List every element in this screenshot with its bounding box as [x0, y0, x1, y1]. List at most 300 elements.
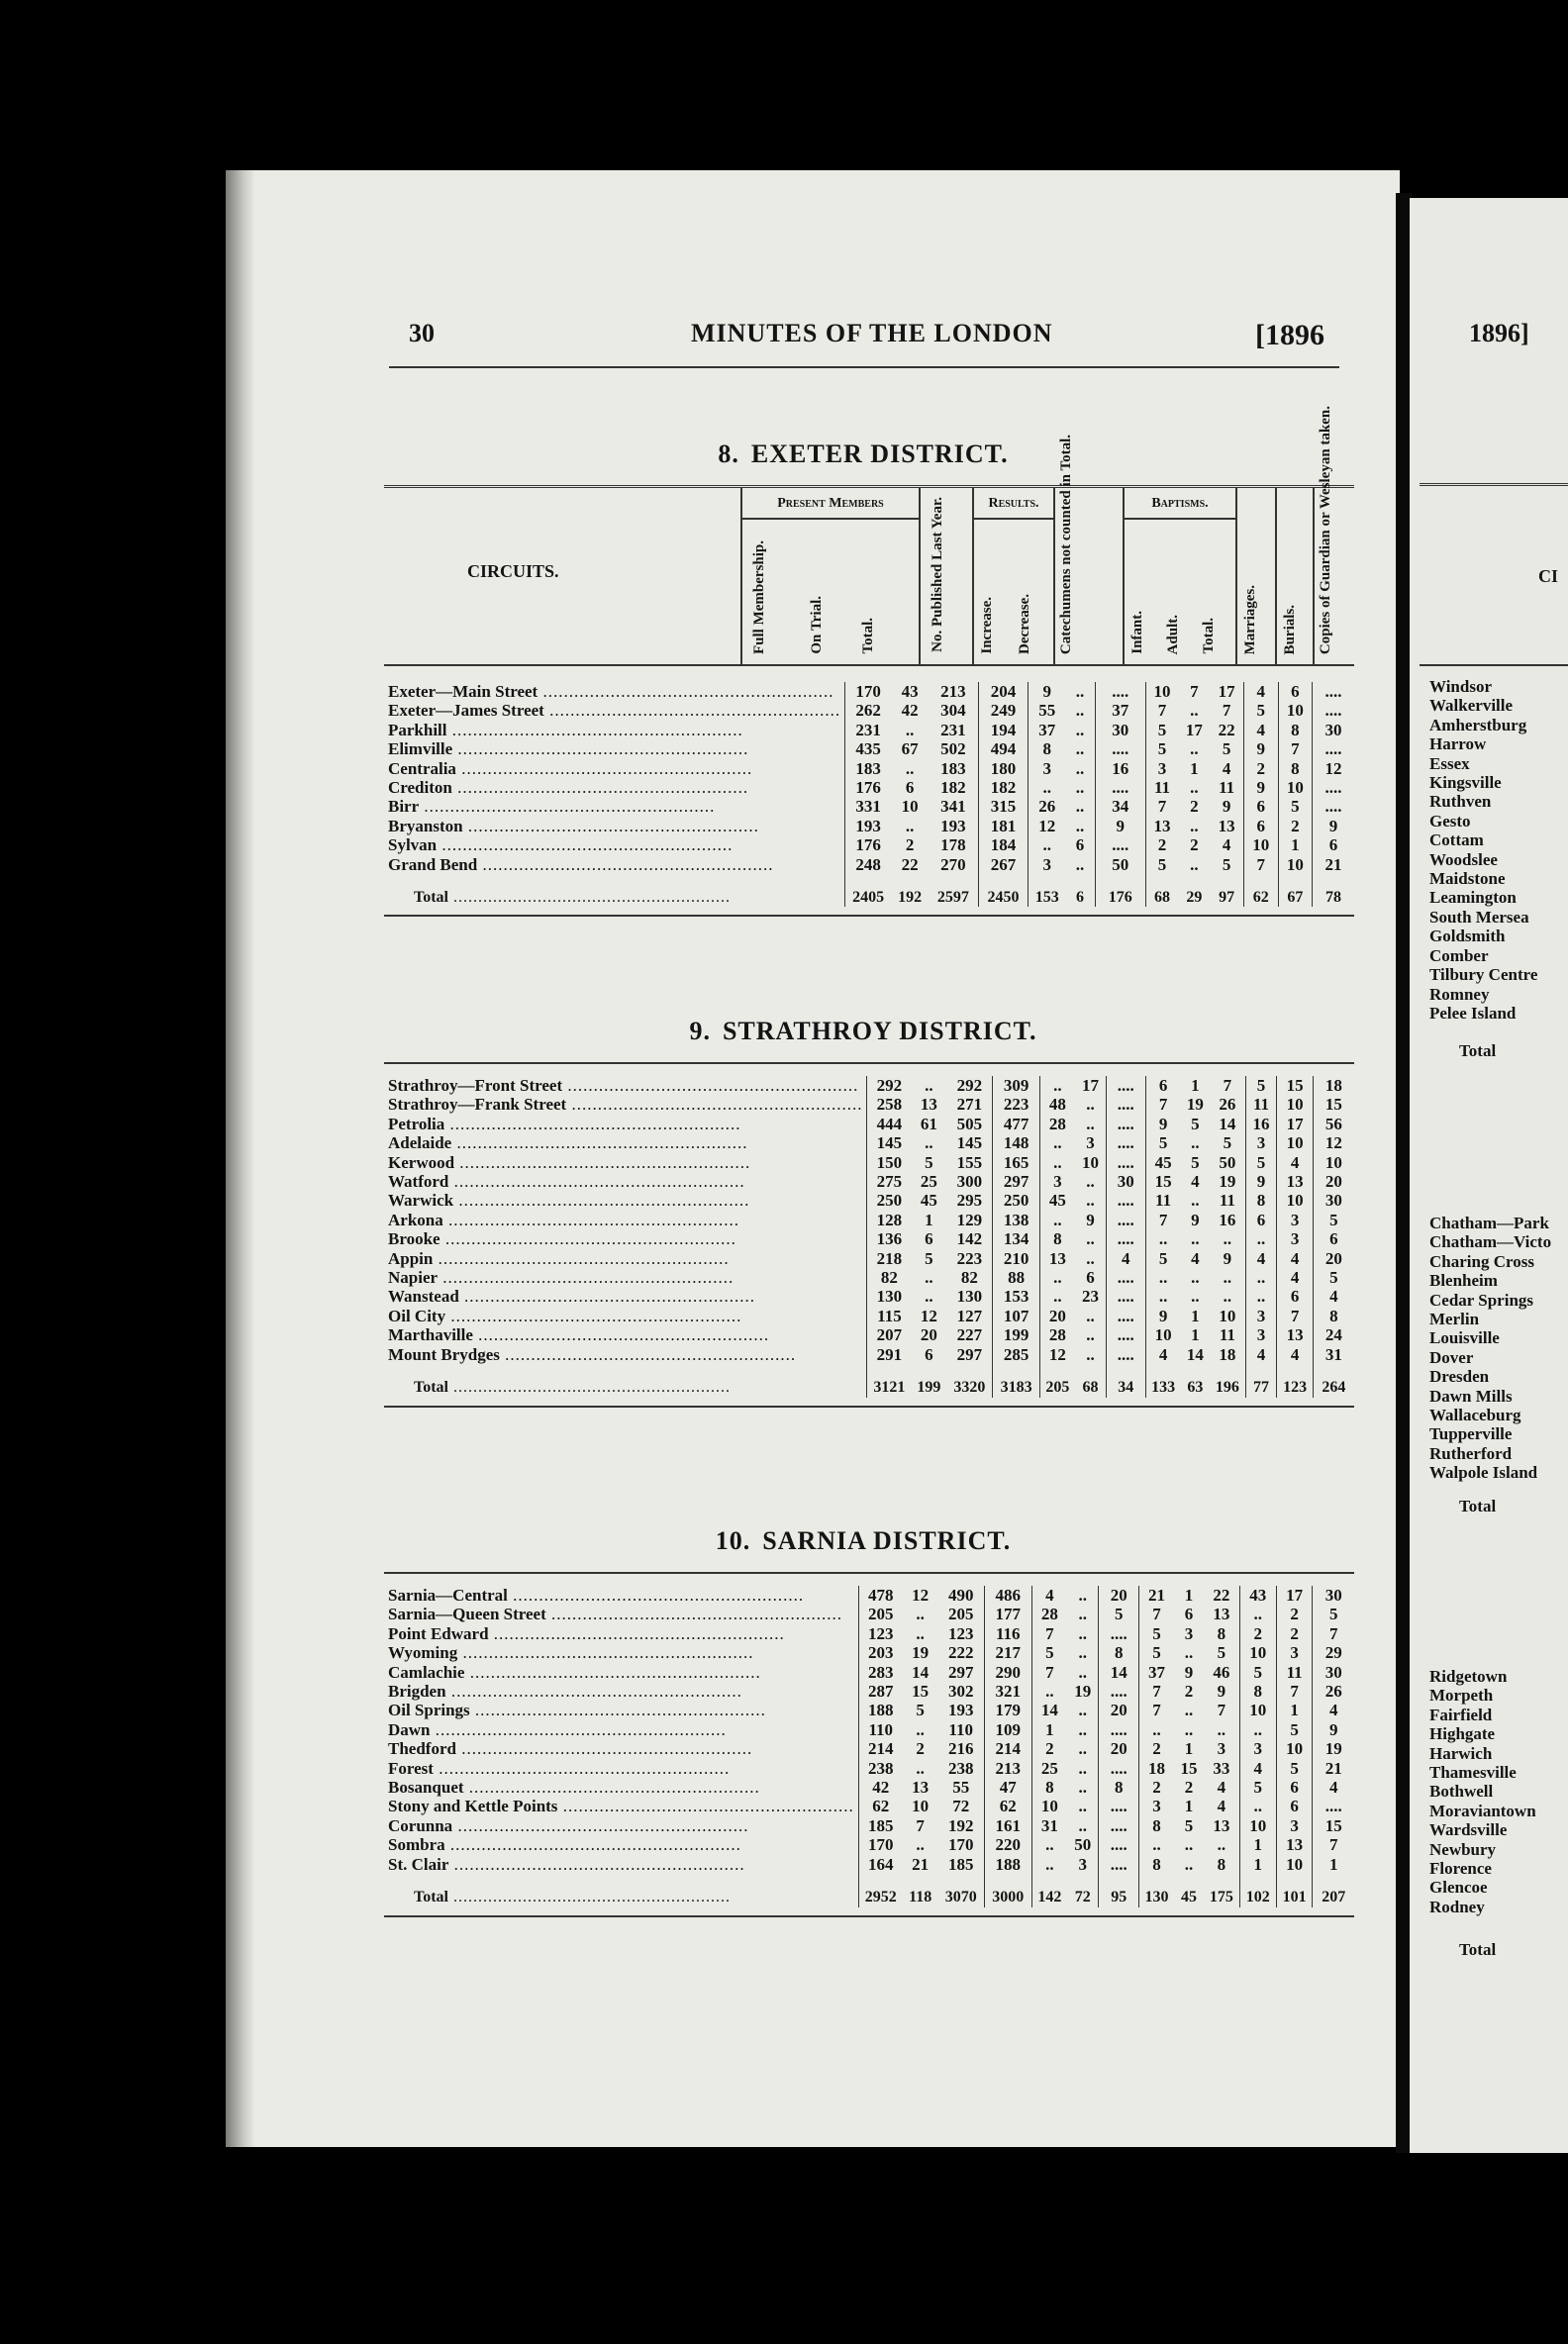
cell-value: 62	[984, 1797, 1031, 1815]
right-circuit-name: Gesto	[1429, 811, 1471, 830]
cell-value: 134	[993, 1229, 1039, 1248]
cell-value: 207	[1313, 1874, 1354, 1906]
cell-value: 107	[993, 1307, 1039, 1325]
cell-value: 5	[1239, 1663, 1276, 1682]
cell-value: ..	[1086, 1248, 1095, 1268]
cell-value: 148	[993, 1133, 1039, 1152]
leader-dots: ........................................................	[488, 1623, 785, 1643]
cell-value: 10	[1219, 1306, 1236, 1325]
cell-value: ..	[1086, 1172, 1095, 1192]
cell-value: 283	[858, 1663, 903, 1682]
cell-value: ..	[1190, 778, 1199, 798]
cell-value: 170	[858, 1835, 903, 1854]
cell-value: 22	[901, 854, 919, 874]
cell-value: 13	[1213, 1605, 1230, 1624]
cell-value: 7	[1139, 1701, 1174, 1719]
cell-value: 4	[1217, 1797, 1226, 1816]
cell-value: ..	[1039, 1211, 1075, 1229]
leader-dots: ........................................................	[464, 1662, 761, 1682]
cell-value: 5	[1184, 1815, 1194, 1835]
cell-value: 5	[1313, 1605, 1354, 1623]
leader-dots: ........................................................	[452, 1815, 749, 1835]
cell-value: 193	[940, 816, 966, 835]
cell-value: 15	[1145, 1172, 1180, 1191]
cell-value: 68	[1082, 1379, 1099, 1397]
cell-value: 297	[947, 1662, 974, 1682]
leader-dots: ........................................................	[453, 1191, 750, 1211]
cell-value: 4	[1191, 1248, 1200, 1268]
right-circuit-name: Essex	[1429, 753, 1470, 773]
cell-value: 231	[845, 721, 892, 739]
cell-value: 50	[1074, 1835, 1092, 1855]
right-circuit-name: Walpole Island	[1429, 1463, 1538, 1483]
cell-value: ..	[1239, 1797, 1276, 1815]
right-circuit-name: Tilbury Centre	[1429, 965, 1538, 985]
table-row	[384, 1172, 1354, 1191]
published-heading: No. Published Last Year.	[930, 497, 945, 652]
cell-value: 8	[1139, 1816, 1174, 1835]
cell-value: 4	[1145, 1345, 1180, 1364]
table-row	[384, 1855, 1354, 1874]
cell-value: ....	[1106, 1211, 1145, 1229]
cell-value: 13	[1277, 1172, 1313, 1191]
right-circuit-name: Tupperville	[1429, 1424, 1513, 1444]
cell-value: 10	[1145, 682, 1178, 701]
cell-value: 7	[1139, 1682, 1174, 1701]
table-row	[384, 1229, 1354, 1248]
cell-value: ..	[1190, 739, 1199, 759]
right-group-1	[1410, 677, 1537, 1023]
cell-value: 153	[1029, 874, 1066, 907]
circuit-name: Total ........................................................	[414, 889, 731, 907]
cell-value: 10	[1313, 1153, 1354, 1172]
cell-value: 43	[1239, 1586, 1276, 1605]
right-circuit-name: Dresden	[1429, 1367, 1490, 1387]
cell-value: 17	[1277, 1115, 1313, 1133]
cell-value: 11	[1219, 1191, 1235, 1211]
cell-value: 67	[901, 739, 919, 759]
cell-value: 4	[1191, 1172, 1200, 1192]
cell-value: 55	[1029, 701, 1066, 720]
cell-value: 1	[1190, 758, 1199, 778]
cell-value: 9	[1191, 1210, 1200, 1229]
cell-value: ..	[1078, 1778, 1087, 1798]
cell-value: ....	[1099, 1816, 1139, 1835]
cell-value: 55	[952, 1778, 970, 1798]
cell-value: 179	[984, 1701, 1031, 1719]
cell-value: ..	[1078, 1758, 1087, 1778]
cell-value: ..	[1191, 1287, 1200, 1307]
cell-value: 165	[993, 1153, 1039, 1172]
right-page-circuits-heading: CI	[1538, 566, 1559, 586]
cell-value: 477	[993, 1115, 1039, 1133]
cell-value: 20	[1313, 1172, 1354, 1191]
table-row	[384, 759, 1354, 778]
cell-value: 302	[947, 1682, 974, 1702]
cell-value: 8	[1278, 721, 1312, 739]
cell-value: 11	[1276, 1663, 1313, 1682]
cell-value: 262	[845, 701, 892, 720]
circuit-name: Forest ........................................................	[388, 1758, 731, 1778]
cell-value: 287	[858, 1682, 903, 1701]
cell-value: 14	[1186, 1344, 1204, 1364]
cell-value: ..	[1078, 1662, 1087, 1682]
cell-value: 297	[993, 1172, 1039, 1191]
table-row	[384, 1287, 1354, 1306]
leader-dots: ........................................................	[430, 1719, 727, 1739]
cell-value: 9	[1313, 1720, 1354, 1739]
cell-value: 16	[1245, 1115, 1277, 1133]
cell-value: 56	[1313, 1115, 1354, 1133]
leader-dots: ........................................................	[452, 739, 749, 759]
cell-value: 5	[1243, 701, 1278, 720]
district-number: 8.	[718, 440, 739, 468]
cell-value: 67	[1278, 874, 1312, 907]
cell-value: ..	[1245, 1287, 1277, 1306]
circuit-name: Bryanston ........................................................	[388, 816, 759, 835]
cell-value: 7	[1313, 1624, 1354, 1643]
cell-value: ....	[1099, 1624, 1139, 1643]
circuit-name: Strathroy—Frank Street ........................................................	[388, 1095, 863, 1115]
table-row	[384, 1663, 1354, 1682]
cell-value: 2	[1278, 817, 1312, 835]
cell-value: 7	[1145, 1095, 1180, 1114]
cell-value: 10	[912, 1797, 930, 1816]
right-circuit-name: Windsor	[1429, 677, 1492, 696]
cell-value: 17	[1185, 720, 1203, 739]
district-title	[384, 1526, 1354, 1556]
right-circuit-name: Ridgetown	[1429, 1667, 1508, 1686]
cell-value: 3	[1245, 1307, 1277, 1325]
circuit-name: Camlachie ........................................................	[388, 1662, 761, 1682]
leader-dots: ........................................................	[454, 1152, 751, 1172]
cell-value: 184	[978, 835, 1029, 854]
right-group-2	[1410, 1214, 1551, 1483]
cell-value: ..	[1223, 1287, 1232, 1307]
cell-value: 6	[1243, 797, 1278, 816]
right-circuit-name: Wardsville	[1429, 1820, 1508, 1840]
leader-dots: ........................................................	[437, 835, 734, 855]
cell-value: 5	[1222, 739, 1231, 759]
cell-value: 7	[1217, 1701, 1226, 1720]
leader-dots: ........................................................	[433, 1758, 731, 1778]
cell-value: 14	[1219, 1114, 1236, 1133]
cell-value: 176	[845, 835, 892, 854]
cell-value: ..	[1075, 797, 1085, 817]
cell-value: 153	[993, 1287, 1039, 1306]
cell-value: ....	[1106, 1115, 1145, 1133]
cell-value: 341	[940, 797, 966, 817]
leader-dots: ........................................................	[499, 1344, 797, 1364]
cell-value: 8	[1039, 1229, 1075, 1248]
cell-value: 145	[867, 1133, 911, 1152]
cell-value: 1	[1313, 1855, 1354, 1874]
leader-dots: ........................................................	[543, 701, 841, 721]
cell-value: 292	[956, 1076, 983, 1095]
cell-value: 20	[920, 1325, 937, 1345]
cell-value: ..	[1145, 1268, 1180, 1287]
circuit-name: Adelaide ........................................................	[388, 1133, 748, 1153]
cell-value: ..	[1078, 1623, 1087, 1643]
right-circuit-name: Amherstburg	[1429, 715, 1527, 734]
circuit-name: Corunna ........................................................	[388, 1815, 749, 1835]
cell-value: ..	[925, 1287, 933, 1307]
cell-value: 3	[1029, 759, 1066, 778]
leader-dots: ........................................................	[477, 854, 774, 874]
cell-value: ..	[1039, 1133, 1075, 1152]
cell-value: ....	[1106, 1095, 1145, 1114]
cell-value: 6	[925, 1229, 933, 1249]
cell-value: ..	[1075, 778, 1085, 798]
cell-value: 194	[978, 721, 1029, 739]
circuit-name: Arkona ........................................................	[388, 1210, 739, 1229]
leader-dots: ........................................................	[451, 778, 749, 798]
total-row	[384, 1874, 1354, 1906]
right-total-3: Total	[1459, 1940, 1497, 1959]
table-rule	[384, 1572, 1354, 1574]
cell-value: 4	[1277, 1268, 1313, 1287]
right-circuit-name: Harrow	[1429, 734, 1487, 754]
cell-value: 101	[1276, 1874, 1313, 1906]
table-row	[384, 1325, 1354, 1344]
cell-value: 227	[956, 1325, 983, 1345]
cell-value: 161	[984, 1816, 1031, 1835]
cell-value: 7	[1223, 1076, 1232, 1095]
cell-value: 14	[1099, 1663, 1139, 1682]
cell-value: 123	[947, 1623, 974, 1643]
cell-value: 2	[916, 1739, 925, 1759]
cell-value: 264	[1313, 1364, 1354, 1397]
cell-value: 45	[920, 1191, 937, 1211]
cell-value: 5	[1145, 855, 1178, 874]
cell-value: 88	[993, 1268, 1039, 1287]
cell-value: 2	[905, 835, 915, 855]
leader-dots: ........................................................	[444, 1835, 741, 1855]
cell-value: 185	[858, 1816, 903, 1835]
cell-value: 97	[1219, 889, 1235, 907]
cell-value: 2405	[845, 874, 892, 907]
cell-value: 2	[1031, 1739, 1067, 1758]
right-circuit-name: Blenheim	[1429, 1271, 1498, 1291]
cell-value: 8	[1239, 1682, 1276, 1701]
right-circuit-name: Merlin	[1429, 1310, 1480, 1329]
cell-value: 14	[912, 1662, 930, 1682]
cell-value: ..	[1086, 1325, 1095, 1345]
cell-value: ..	[925, 1268, 933, 1288]
cell-value: 33	[1213, 1758, 1230, 1778]
leader-dots: ........................................................	[451, 1133, 748, 1153]
cell-value: 7	[1277, 1307, 1313, 1325]
cell-value: 13	[1277, 1325, 1313, 1344]
circuit-name: Elimville ........................................................	[388, 739, 749, 759]
cell-value: ..	[1039, 1287, 1075, 1306]
cell-value: 19	[1313, 1739, 1354, 1758]
table-row	[384, 1720, 1354, 1739]
cell-value: 214	[984, 1739, 1031, 1758]
cell-value: 28	[1039, 1115, 1075, 1133]
cell-value: ..	[1145, 1229, 1180, 1248]
cell-value: ..	[1223, 1268, 1232, 1288]
cell-value: 123	[1277, 1364, 1313, 1397]
cell-value: 19	[1186, 1095, 1204, 1115]
cell-value: 7	[1278, 739, 1312, 758]
cell-value: ....	[1106, 1268, 1145, 1287]
right-circuit-name: Romney	[1429, 984, 1490, 1004]
cell-value: 290	[984, 1663, 1031, 1682]
strathroy-table	[384, 1076, 1354, 1398]
cell-value: 4	[1222, 835, 1231, 855]
cell-value: ....	[1106, 1153, 1145, 1172]
cell-value: 3000	[984, 1874, 1031, 1906]
leader-dots: ........................................................	[447, 1889, 731, 1906]
cell-value: 13	[1145, 817, 1178, 835]
cell-value: 2	[1190, 797, 1199, 817]
circuit-name: Sombra ........................................................	[388, 1835, 741, 1855]
cell-value: 12	[912, 1586, 930, 1605]
cell-value: 222	[947, 1643, 974, 1663]
right-circuit-name: Dover	[1429, 1347, 1474, 1367]
cell-value: 5	[925, 1248, 933, 1268]
cell-value: 17	[1218, 682, 1235, 701]
cell-value: 238	[947, 1758, 974, 1778]
infant-heading: Infant.	[1129, 611, 1145, 654]
full-membership-heading: Full Membership.	[751, 540, 767, 654]
cell-value: 21	[912, 1854, 930, 1874]
cell-value: ..	[916, 1835, 925, 1855]
circuit-name: Wyoming ........................................................	[388, 1643, 754, 1663]
table-rule	[384, 915, 1354, 917]
cell-value: 4	[1277, 1249, 1313, 1268]
cell-value: 220	[984, 1835, 1031, 1854]
cell-value: 61	[920, 1114, 937, 1133]
cell-value: 130	[956, 1287, 983, 1307]
right-circuit-name: Newbury	[1429, 1839, 1497, 1859]
cell-value: ..	[1139, 1835, 1174, 1854]
cell-value: 199	[917, 1379, 941, 1397]
cell-value: 11	[1145, 778, 1178, 797]
circuit-name: Strathroy—Front Street ........................................................	[388, 1076, 859, 1095]
cell-value: 204	[978, 682, 1029, 701]
page-title: MINUTES OF THE LONDON	[691, 319, 1053, 347]
cell-value: ..	[1184, 1835, 1194, 1855]
cell-value: 304	[940, 701, 966, 721]
right-circuit-name: Morpeth	[1429, 1686, 1494, 1706]
cell-value: 20	[1099, 1586, 1139, 1605]
present-members-heading: Present Members	[777, 496, 884, 511]
cell-value: ....	[1099, 1682, 1139, 1701]
cell-value: 9	[1223, 1248, 1232, 1268]
cell-value: 1	[1031, 1720, 1067, 1739]
cell-value: 12	[1029, 817, 1066, 835]
increase-heading: Increase.	[979, 597, 995, 654]
cell-value: 490	[947, 1586, 974, 1605]
cell-value: 15	[1313, 1095, 1354, 1114]
right-total-1: Total	[1459, 1041, 1497, 1060]
cell-value: 9	[1243, 739, 1278, 758]
cell-value: ..	[1029, 835, 1066, 854]
cell-value: 13	[1276, 1835, 1313, 1854]
cell-value: 2	[1139, 1739, 1174, 1758]
cell-value: 10	[1081, 1152, 1099, 1172]
cell-value: 4	[1277, 1345, 1313, 1364]
cell-value: 205	[1039, 1364, 1075, 1397]
leader-dots: ........................................................	[458, 1287, 756, 1307]
cell-value: 1	[1191, 1306, 1200, 1325]
cell-value: 285	[993, 1345, 1039, 1364]
cell-value: ....	[1099, 1759, 1139, 1778]
cell-value: ..	[1078, 1797, 1087, 1816]
cell-value: 2	[1184, 1682, 1194, 1702]
table-row	[384, 1759, 1354, 1778]
cell-value: ..	[925, 1133, 933, 1153]
cell-value: 15	[912, 1682, 930, 1702]
cell-value: 9	[1222, 797, 1231, 817]
cell-value: 142	[1031, 1874, 1067, 1906]
exeter-district	[384, 405, 1354, 917]
cell-value: 20	[1039, 1307, 1075, 1325]
cell-value: 26	[1313, 1682, 1354, 1701]
cell-value: ..	[1217, 1835, 1226, 1855]
cell-value: ..	[1190, 816, 1199, 835]
cell-value: 8	[1031, 1778, 1067, 1797]
cell-value: 10	[1277, 1133, 1313, 1152]
cell-value: ..	[1086, 1344, 1095, 1364]
cell-value: 6	[1076, 889, 1085, 907]
cell-value: 223	[956, 1248, 983, 1268]
cell-value: ..	[1075, 758, 1085, 778]
cell-value: 10	[1276, 1855, 1313, 1874]
burials-heading: Burials.	[1282, 604, 1298, 654]
cell-value: ..	[1078, 1719, 1087, 1739]
cell-value: ....	[1313, 778, 1354, 797]
cell-value: 18	[1219, 1344, 1236, 1364]
cell-value: 494	[978, 739, 1029, 758]
cell-value: ..	[1078, 1739, 1087, 1759]
cell-value: 3183	[993, 1364, 1039, 1397]
cell-value: ..	[1029, 778, 1066, 797]
cell-value: 42	[901, 701, 919, 721]
table-rule	[384, 1915, 1354, 1917]
table-row	[384, 1153, 1354, 1172]
circuit-name: Sarnia—Queen Street ........................................................	[388, 1605, 843, 1624]
district-title	[384, 1017, 1354, 1046]
cell-value: 10	[1277, 1095, 1313, 1114]
marriages-heading: Marriages.	[1242, 584, 1258, 654]
right-circuit-name: Dawn Mills	[1429, 1386, 1513, 1406]
cell-value: ....	[1106, 1229, 1145, 1248]
cell-value: 218	[867, 1249, 911, 1268]
circuit-name: Total ........................................................	[414, 1889, 731, 1906]
cell-value: 292	[867, 1076, 911, 1095]
cell-value: 45	[1145, 1153, 1180, 1172]
right-circuit-name: Bothwell	[1429, 1782, 1494, 1802]
cell-value: 300	[956, 1172, 983, 1192]
cell-value: 10	[1278, 701, 1312, 720]
table-row	[384, 1624, 1354, 1643]
cell-value: 24	[1313, 1325, 1354, 1344]
cell-value: 63	[1187, 1379, 1204, 1397]
cell-value: ..	[1245, 1229, 1277, 1248]
cell-value: ..	[1031, 1835, 1067, 1854]
cell-value: 118	[909, 1889, 932, 1906]
cell-value: 12	[1039, 1345, 1075, 1364]
cell-value: 216	[947, 1739, 974, 1759]
leader-dots: ........................................................	[445, 1682, 742, 1702]
cell-value: 291	[867, 1345, 911, 1364]
cell-value: 6	[1243, 817, 1278, 835]
right-circuit-name: Woodslee	[1429, 849, 1498, 869]
cell-value: 309	[993, 1076, 1039, 1095]
